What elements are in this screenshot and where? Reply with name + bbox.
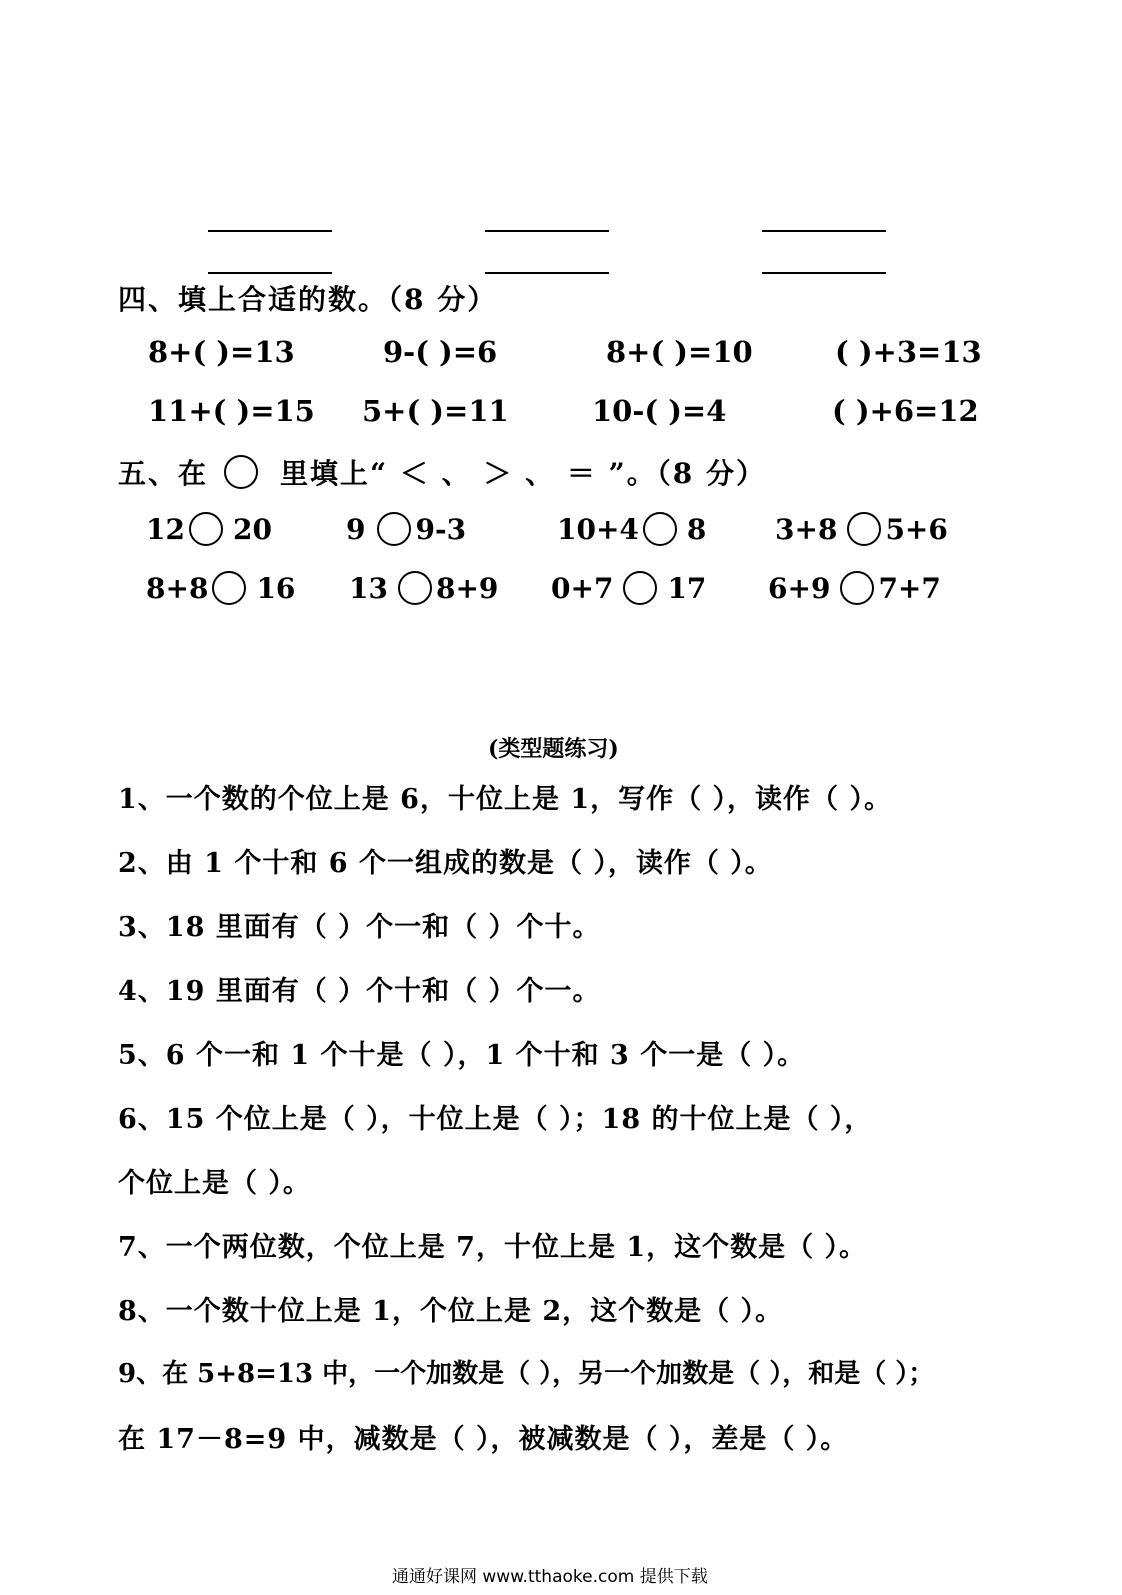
- answer-blank-line: [762, 272, 886, 274]
- compare-left: 3+8: [775, 512, 838, 546]
- practice-question-continued: 在 17－8=9 中，减数是（ ），被减数是（ ），差是（ ）。: [118, 1424, 849, 1455]
- compare-left: 8+8: [146, 571, 209, 605]
- footer-watermark: 通通好课网 www.tthaoke.com 提供下载: [392, 1567, 708, 1587]
- practice-question: 5、6 个一和 1 个十是（ ），1 个十和 3 个一是（ ）。: [118, 1040, 806, 1071]
- compare-item: [557, 512, 706, 546]
- fill-equation: 8+( )=10: [606, 335, 753, 369]
- compare-item: [775, 512, 948, 546]
- answer-circle[interactable]: [377, 512, 411, 546]
- answer-circle[interactable]: [212, 571, 246, 605]
- practice-question: 4、19 里面有（ ）个十和（ ）个一。: [118, 976, 601, 1007]
- compare-right: 17: [667, 571, 707, 605]
- compare-left: 10+4: [557, 512, 639, 546]
- section-5-title-prefix: 五、在: [118, 457, 209, 490]
- practice-question-continued: 个位上是（ ）。: [118, 1168, 311, 1199]
- compare-left: 6+9: [768, 571, 831, 605]
- answer-circle[interactable]: [847, 512, 881, 546]
- compare-right: 16: [256, 571, 296, 605]
- answer-circle[interactable]: [189, 512, 223, 546]
- answer-circle[interactable]: [643, 512, 677, 546]
- answer-circle[interactable]: [840, 571, 874, 605]
- answer-blank-line: [762, 230, 886, 232]
- fill-equation: 10-( )=4: [592, 394, 727, 428]
- compare-left: 12: [146, 512, 185, 546]
- section-5-title-suffix: 里填上“ ＜ 、 ＞ 、 ＝ ”。（8 分）: [280, 457, 766, 490]
- fill-equation: 8+( )=13: [148, 335, 295, 369]
- fill-equation: ( )+3=13: [835, 335, 982, 369]
- answer-blank-line: [485, 272, 609, 274]
- compare-item: [768, 571, 941, 605]
- answer-blank-line: [208, 272, 332, 274]
- compare-right: 7+7: [878, 571, 941, 605]
- section-5-title: [118, 452, 766, 492]
- section-4-title: 四、填上合适的数。（8 分）: [118, 283, 498, 316]
- compare-circle-icon: [224, 455, 258, 489]
- practice-question: 1、一个数的个位上是 6，十位上是 1，写作（ ），读作（ ）。: [118, 784, 892, 815]
- compare-right: 5+6: [885, 512, 948, 546]
- compare-item: [349, 571, 498, 605]
- practice-question: 7、一个两位数，个位上是 7，十位上是 1，这个数是（ ）。: [118, 1232, 868, 1263]
- compare-left: 9: [346, 512, 366, 546]
- compare-item: [551, 571, 706, 605]
- fill-equation: ( )+6=12: [832, 394, 979, 428]
- compare-right: 9-3: [415, 512, 467, 546]
- answer-blank-line: [208, 230, 332, 232]
- compare-right: 8: [686, 512, 707, 546]
- fill-equation: 11+( )=15: [148, 394, 315, 428]
- practice-question: 9、在 5+8=13 中，一个加数是（ ），另一个加数是（ ），和是（ ）；: [118, 1359, 935, 1389]
- compare-right: 20: [232, 512, 272, 546]
- fill-equation: 5+( )=11: [362, 394, 509, 428]
- compare-left: 13: [349, 571, 388, 605]
- practice-subtitle: (类型题练习): [488, 736, 619, 762]
- compare-item: [146, 571, 295, 605]
- compare-item: [146, 512, 272, 546]
- answer-circle[interactable]: [398, 571, 432, 605]
- practice-question: 8、一个数十位上是 1，个位上是 2，这个数是（ ）。: [118, 1296, 784, 1327]
- compare-left: 0+7: [551, 571, 614, 605]
- compare-item: [346, 512, 466, 546]
- fill-equation: 9-( )=6: [383, 335, 498, 369]
- answer-circle[interactable]: [623, 571, 657, 605]
- practice-question: 3、18 里面有（ ）个一和（ ）个十。: [118, 912, 601, 943]
- answer-blank-line: [485, 230, 609, 232]
- practice-question: 2、由 1 个十和 6 个一组成的数是（ ），读作（ ）。: [118, 848, 773, 879]
- practice-question: 6、15 个位上是（ ），十位上是（ ）；18 的十位上是（ ），: [118, 1104, 873, 1135]
- compare-right: 8+9: [435, 571, 499, 605]
